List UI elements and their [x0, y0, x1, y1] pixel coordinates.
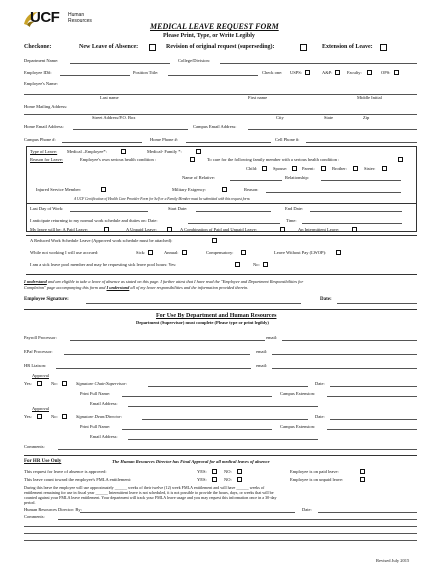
certification-note: A UCF Certification of Health Care Provider Form for Self or a Family Member must be submitted with this request form.: [74, 197, 251, 201]
last-day-label: Last Day of Work:: [30, 206, 64, 211]
cell-phone-field[interactable]: [306, 142, 417, 143]
military-exigency-label: Military Exigency:: [172, 187, 207, 192]
fmla-count-label: This leave count toward the employee's FMLA entitlement:: [24, 477, 132, 482]
epaf-processor-field[interactable]: [64, 354, 250, 355]
injured-service-label: Injured Service Member:: [36, 187, 82, 192]
new-leave-checkbox[interactable]: [149, 44, 156, 51]
approval-no-checkbox-1[interactable]: [62, 381, 67, 386]
end-date-label: End Date:: [285, 206, 304, 211]
usps-checkbox[interactable]: [305, 70, 310, 75]
child-checkbox[interactable]: [262, 166, 267, 171]
hr-liaison-email-label: email:: [256, 363, 268, 368]
fmla-yes-label: YES:: [197, 477, 207, 482]
brother-label: Brother:: [332, 166, 347, 171]
ucf-wordmark: UCF: [30, 9, 60, 26]
compensatory-label: Compensatory:: [206, 250, 234, 255]
annual-checkbox[interactable]: [182, 250, 187, 255]
fmla-paragraph-1: During this leave the employee will use approximately ______ weeks of their twelve (12) week FMLA entitlement and will have ______ weeks of: [24, 485, 265, 490]
type-of-leave-label: Type of Leave:: [30, 149, 58, 154]
lwop-checkbox[interactable]: [336, 250, 341, 255]
payroll-processor-field[interactable]: [70, 340, 265, 341]
sister-label: Sister:: [364, 166, 376, 171]
time-label: Time:: [286, 218, 297, 223]
hr-liaison-email-field[interactable]: [272, 368, 417, 369]
approved-yes-checkbox[interactable]: [212, 469, 217, 474]
unpaid-leave-status-checkbox[interactable]: [360, 477, 365, 482]
chair-campus-ext-field[interactable]: [327, 396, 417, 397]
street-caption: Street Address/P.O. Box: [92, 115, 136, 120]
employee-name-label: Employee's Name:: [24, 81, 58, 86]
reason-field[interactable]: [266, 192, 401, 193]
fmla-no-checkbox[interactable]: [237, 477, 242, 482]
employee-id-field[interactable]: [60, 75, 130, 76]
signature-date-label: Date:: [320, 297, 332, 302]
payroll-email-field[interactable]: [282, 340, 417, 341]
approved-label: This request for leave of absence is approved:: [24, 469, 107, 474]
dean-email-field[interactable]: [128, 439, 318, 440]
campus-phone-field[interactable]: [62, 142, 142, 143]
combination-label: A Combination of Paid and Unpaid Leave:: [180, 227, 257, 232]
city-caption: City: [276, 115, 284, 120]
employee-signature-label: Employee Signature:: [24, 297, 69, 302]
ops-checkbox[interactable]: [394, 70, 399, 75]
hr-director-label: Human Resources Director: By:: [24, 507, 82, 512]
dept-comments-field[interactable]: [58, 449, 417, 450]
campus-email-label: Campus Email Address:: [193, 124, 237, 129]
end-date-field[interactable]: [310, 211, 402, 212]
hr-date-label: Date:: [302, 507, 312, 512]
approval-yes-label-1: Yes:: [24, 381, 32, 386]
unpaid-leave-checkbox[interactable]: [167, 227, 172, 232]
dean-date-field[interactable]: [330, 419, 417, 420]
while-not-working-label: While not working I will use accrued:: [30, 250, 99, 255]
return-time-field[interactable]: [302, 223, 402, 224]
checkone-label: Checkone:: [24, 44, 52, 50]
hr-comments-field-4[interactable]: [24, 540, 417, 541]
attestation-text-2a: Completion" page accompanying this form and: [24, 285, 106, 290]
chair-print-name-field[interactable]: [122, 396, 272, 397]
medical-employee-label: Medical –Employee*:: [67, 149, 107, 154]
relationship-field[interactable]: [321, 180, 401, 181]
last-name-caption: Last name: [100, 95, 119, 100]
dept-section-subtitle: Department (Supervisor) must complete (Please type or print legibly): [136, 320, 269, 325]
intermittent-label: An Intermittent Leave:: [298, 227, 340, 232]
approved-no-checkbox[interactable]: [237, 469, 242, 474]
dept-section-top-rule: [24, 309, 417, 310]
new-leave-label: New Leave of Absence:: [79, 44, 139, 50]
sig-chair-field[interactable]: [148, 386, 308, 387]
own-condition-checkbox[interactable]: [190, 157, 195, 162]
department-label: Department Name:: [24, 58, 59, 63]
home-email-label: Home Email Address:: [24, 124, 64, 129]
dean-print-name-label: Print Full Name:: [80, 424, 111, 429]
sig-chair-label: Signature Chair/Supervisor:: [76, 381, 128, 386]
employee-id-label: Employee ID#:: [24, 70, 52, 75]
sick-pool-no-label: No:: [253, 262, 260, 267]
employee-signature-field[interactable]: [86, 303, 301, 304]
payroll-processor-label: Payroll Processor:: [24, 335, 57, 340]
logo-line-2: Resources: [68, 18, 92, 24]
state-caption: State: [324, 115, 333, 120]
faculty-checkbox[interactable]: [367, 70, 372, 75]
return-date-field[interactable]: [188, 223, 280, 224]
campus-email-field[interactable]: [248, 129, 417, 130]
attestation-text-1: and am eligible to take a leave of absence as stated on this page. I further attest that I have read the "Employee and Department Responsibilities for: [47, 279, 304, 284]
anticipate-label: I anticipate returning to my normal work schedule and duties on: Date:: [30, 218, 158, 223]
paid-leave-checkbox[interactable]: [104, 227, 109, 232]
compensatory-checkbox[interactable]: [241, 250, 246, 255]
approved-yes-label: YES:: [197, 469, 207, 474]
ap-checkbox[interactable]: [335, 70, 340, 75]
care-for-checkbox[interactable]: [398, 157, 403, 162]
sick-pool-label: I am a sick leave pool member and may be requesting sick leave pool hours: Yes:: [30, 262, 177, 267]
name-of-relative-field[interactable]: [230, 180, 282, 181]
understand-emphasis-1: I understand: [24, 279, 47, 284]
ap-label: A&P:: [322, 70, 333, 75]
chair-email-field[interactable]: [128, 406, 318, 407]
fmla-paragraph-4: period.: [24, 500, 36, 505]
faculty-label: Faculty:: [347, 70, 362, 75]
ops-label: OPS:: [381, 70, 391, 75]
dept-comments-label: Comments:: [24, 444, 45, 449]
attestation-text-2b: all of my leave responsibilities and the information provided therein.: [130, 285, 249, 290]
lwop-label: Leave Without Pay (LWOP):: [274, 250, 327, 255]
injured-service-checkbox[interactable]: [101, 187, 106, 192]
dean-campus-ext-label: Campus Extension:: [280, 424, 316, 429]
approval-label-2: Approval: [32, 406, 49, 411]
hr-section-top-rule: [24, 455, 417, 456]
approval-yes-checkbox-2[interactable]: [37, 414, 42, 419]
position-title-field[interactable]: [168, 75, 258, 76]
home-phone-field[interactable]: [186, 142, 271, 143]
hr-comments-field-1[interactable]: [58, 519, 417, 520]
hr-date-field[interactable]: [318, 512, 417, 513]
zip-caption: Zip: [363, 115, 370, 120]
reason-for-leave-label: Reason for Leave:: [30, 157, 63, 162]
chair-date-field[interactable]: [330, 386, 417, 387]
ucf-logo: [22, 6, 102, 32]
first-name-caption: First name: [248, 95, 268, 100]
form-subtitle: Please Print, Type, or Write Legibly: [163, 33, 255, 39]
medical-employee-checkbox[interactable]: [121, 149, 126, 154]
sick-label: Sick:: [136, 250, 146, 255]
attestation-line-1: [24, 279, 303, 284]
home-address-label: Home Mailing Address:: [24, 104, 68, 109]
home-email-field[interactable]: [73, 129, 188, 130]
sig-dean-label: Signature Dean/Director:: [76, 414, 123, 419]
name-of-relative-label: Name of Relative:: [182, 175, 215, 180]
dean-print-name-field[interactable]: [122, 429, 272, 430]
parent-checkbox[interactable]: [321, 166, 326, 171]
middle-initial-caption: Middle Initial: [357, 95, 382, 100]
epaf-processor-label: EPaf Processor:: [24, 349, 53, 354]
sick-pool-no-checkbox[interactable]: [263, 262, 268, 267]
unpaid-leave-label: A Unpaid Leave:: [126, 227, 157, 232]
unpaid-leave-status-label: Employee is on unpaid leave:: [290, 477, 344, 482]
start-date-label: Start Date:: [168, 206, 188, 211]
hr-comments-field-2[interactable]: [24, 526, 417, 527]
approval-no-label-2: No:: [51, 414, 58, 419]
dept-section-title: For Use By Department and Human Resources: [156, 313, 277, 319]
intermittent-checkbox[interactable]: [352, 227, 357, 232]
fmla-yes-checkbox[interactable]: [212, 477, 217, 482]
medical-family-label: Medical- Family *:: [147, 149, 182, 154]
reason-label: Reason:: [244, 187, 259, 192]
sister-checkbox[interactable]: [382, 166, 387, 171]
dean-email-label: Email Address:: [90, 434, 118, 439]
approval-no-label-1: No:: [51, 381, 58, 386]
spouse-checkbox[interactable]: [292, 166, 297, 171]
reduced-schedule-label: A Reduced Work Schedule Leave (Approved work schedule must be attached):: [30, 238, 173, 243]
department-field[interactable]: [70, 63, 170, 64]
fmla-no-label: NO:: [224, 477, 232, 482]
annual-label: Annual:: [164, 250, 179, 255]
usps-label: USPS:: [290, 70, 303, 75]
dean-date-label: Date:: [315, 414, 325, 419]
attestation-line-2: [24, 285, 248, 290]
military-exigency-checkbox[interactable]: [222, 187, 227, 192]
last-day-field[interactable]: [70, 211, 148, 212]
form-title: MEDICAL LEAVE REQUEST FORM: [150, 22, 279, 31]
hr-comments-field-3[interactable]: [24, 533, 417, 534]
hr-only-label: For HR Use Only: [24, 459, 62, 464]
dean-campus-ext-field[interactable]: [327, 429, 417, 430]
final-approval-note: The Human Resources Director has Final Approval for all medical leaves of absence: [112, 459, 270, 464]
sig-dean-field[interactable]: [142, 419, 308, 420]
parent-label: Parent:: [302, 166, 315, 171]
epaf-email-label: email:: [256, 349, 268, 354]
payroll-email-label: email:: [266, 335, 278, 340]
own-condition-label: Employee's own serious health condition :: [80, 157, 157, 162]
care-for-label: To care for the following family member with a serious health condition :: [207, 157, 340, 162]
revision-checkbox[interactable]: [300, 44, 307, 51]
chair-campus-ext-label: Campus Extension:: [280, 391, 316, 396]
fmla-paragraph-2: entitlement remaining for use in fiscal year ______ Intermittent leave is not scheduled, it is not possible to provide the hours, days, or weeks that will be: [24, 490, 274, 495]
hr-liaison-label: HR Liaison:: [24, 363, 47, 368]
approval-yes-label-2: Yes:: [24, 414, 32, 419]
leave-will-be-label: My leave will be: A Paid Leave:: [30, 227, 88, 232]
check-one-label: Check one:: [262, 70, 283, 75]
chair-date-label: Date:: [315, 381, 325, 386]
brother-checkbox[interactable]: [353, 166, 358, 171]
chair-email-label: Email Address:: [90, 401, 118, 406]
college-field[interactable]: [220, 63, 417, 64]
paid-leave-status-checkbox[interactable]: [360, 469, 365, 474]
college-label: College/Division:: [178, 58, 210, 63]
approved-no-label: NO:: [224, 469, 232, 474]
sick-pool-yes-checkbox[interactable]: [235, 262, 240, 267]
cell-phone-label: Cell Phone #:: [275, 137, 300, 142]
approval-no-checkbox-2[interactable]: [62, 414, 67, 419]
approval-label-1: Approval: [32, 373, 49, 378]
reduced-schedule-checkbox[interactable]: [212, 238, 217, 243]
signature-date-field[interactable]: [337, 303, 417, 304]
revision-label: Revision of original request (superseding):: [166, 44, 275, 50]
fmla-paragraph-3: counted against your FMLA leave entitlement. Your department will track your FMLA leave usage and you may request this information once in a 30-day: [24, 495, 277, 500]
hr-comments-label: Comments:: [24, 514, 45, 519]
paid-leave-status-label: Employee is on paid leave:: [290, 469, 339, 474]
hr-director-field[interactable]: [80, 512, 295, 513]
chair-print-name-label: Print Full Name:: [80, 391, 111, 396]
relationship-label: Relationship:: [285, 175, 309, 180]
approval-yes-checkbox-1[interactable]: [37, 381, 42, 386]
extension-label: Extension of Leave:: [322, 44, 373, 50]
revised-date: Revised July 2015: [376, 558, 410, 563]
campus-phone-label: Campus Phone #:: [24, 137, 56, 142]
medical-family-checkbox[interactable]: [196, 149, 201, 154]
combination-checkbox[interactable]: [280, 227, 285, 232]
sick-checkbox[interactable]: [148, 250, 153, 255]
extension-checkbox[interactable]: [380, 44, 387, 51]
home-address-field[interactable]: [24, 114, 417, 115]
spouse-label: Spouse:: [273, 166, 288, 171]
logo-line-1: Human: [68, 12, 85, 18]
hr-liaison-field[interactable]: [56, 368, 251, 369]
home-phone-label: Home Phone #:: [150, 137, 178, 142]
understand-emphasis-2: I understand: [106, 285, 130, 290]
start-date-field[interactable]: [196, 211, 271, 212]
epaf-email-field[interactable]: [272, 354, 417, 355]
child-label: Child:: [246, 166, 258, 171]
position-title-label: Position Title:: [133, 70, 159, 75]
